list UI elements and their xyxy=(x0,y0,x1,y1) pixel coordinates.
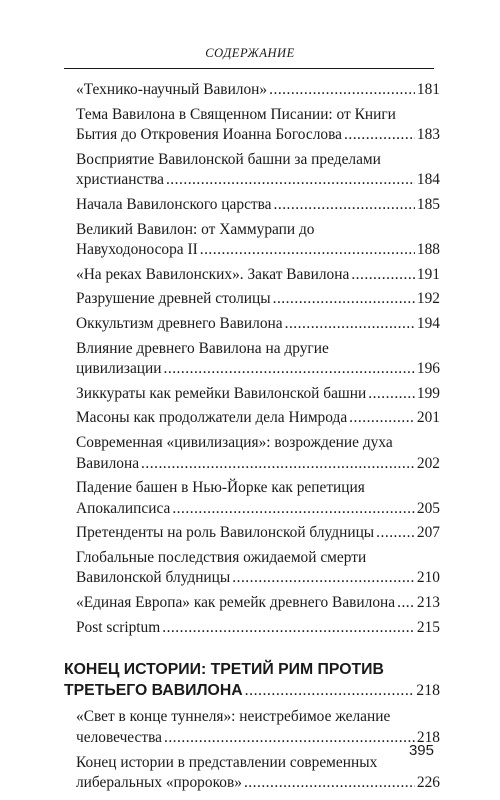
toc-entry-title-line: Навуходоносора II xyxy=(76,241,198,259)
toc-entry-page: 185 xyxy=(416,195,440,213)
toc-entry-page: 181 xyxy=(416,81,440,98)
toc-entry xyxy=(76,408,440,429)
toc-entry-page: 218 xyxy=(416,681,440,699)
toc-entry-title-line: Оккультизм древнего Вавилона xyxy=(76,314,283,332)
toc-entry xyxy=(76,384,440,405)
toc-entry-title-line: «Свет в конце туннеля»: неистребимое желание xyxy=(76,708,391,726)
dot-leader xyxy=(244,773,415,794)
running-header: СОДЕРЖАНИЕ xyxy=(205,46,295,60)
toc-entry-page: 184 xyxy=(416,171,440,189)
dot-leader xyxy=(351,265,415,286)
dot-leader xyxy=(245,681,415,702)
toc-entry-title-line: Зиккураты как ремейки Вавилонской башни xyxy=(76,384,367,402)
toc-entry-title-line: Вавилона xyxy=(76,454,140,472)
toc-entry xyxy=(76,339,440,380)
toc-entry-page: 215 xyxy=(416,618,440,636)
toc-entry-page: 226 xyxy=(416,774,440,792)
dot-leader xyxy=(162,618,415,639)
dot-leader xyxy=(285,314,415,335)
dot-leader xyxy=(164,728,415,749)
dot-leader xyxy=(397,593,415,614)
toc-entry-page: 205 xyxy=(416,499,440,517)
toc-entry-title-line: Великий Вавилон: от Хаммурапи до xyxy=(76,220,315,238)
toc-entry xyxy=(76,707,440,748)
chapter-heading xyxy=(64,660,440,701)
toc-entry xyxy=(76,265,440,286)
toc-entry xyxy=(76,150,440,191)
toc-entry-page: 218 xyxy=(416,729,440,747)
toc-entry-page: 201 xyxy=(416,409,440,427)
toc-entry-title-line: Вавилонской блудницы xyxy=(76,569,231,587)
dot-leader xyxy=(232,568,415,589)
toc-entry-page: 207 xyxy=(416,524,440,542)
dot-leader xyxy=(349,408,415,429)
toc-entry-title-line: Влияние древнего Вавилона на другие xyxy=(76,339,329,357)
toc-entry-page: 210 xyxy=(416,569,440,587)
toc-entry-title-line: Апокалипсиса xyxy=(76,499,171,517)
toc-entry-title-line: Конец истории в представлении современных xyxy=(76,753,378,771)
toc-entry-title-line: «Единая Европа» как ремейк древнего Вавилона xyxy=(76,594,396,612)
toc-entry-title-line: «На реках Вавилонских». Закат Вавилона xyxy=(76,265,350,283)
toc-entry xyxy=(76,593,440,614)
toc-entry-title-line: человечества xyxy=(76,729,162,747)
toc-entry-page: 196 xyxy=(416,360,440,378)
toc-entry xyxy=(76,80,440,101)
toc-entry xyxy=(76,523,440,544)
toc-entry-title-line: Претенденты на роль Вавилонской блудницы xyxy=(76,524,375,542)
dot-leader xyxy=(376,523,415,544)
toc-entry xyxy=(76,753,440,794)
toc-entry-title-line: Начала Вавилонского царства xyxy=(76,195,272,213)
dot-leader xyxy=(200,240,415,261)
toc-entry xyxy=(76,618,440,639)
toc-entry xyxy=(76,548,440,589)
toc-entry-title-line: Тема Вавилона в Священном Писании: от Книги xyxy=(76,105,396,123)
toc-entry-title-line: Современная «цивилизация»: возрождение духа xyxy=(76,433,393,451)
toc-entry-page: 213 xyxy=(416,594,440,612)
toc-entry xyxy=(76,478,440,519)
toc-entry-title-line: Падение башен в Нью-Йорке как репетиция xyxy=(76,479,365,497)
toc-entry-page: 199 xyxy=(416,384,440,402)
dot-leader xyxy=(274,195,415,216)
dot-leader xyxy=(344,125,415,146)
toc-entry xyxy=(76,220,440,261)
toc-entry-title-line: ТРЕТЬЕГО ВАВИЛОНА xyxy=(64,681,243,699)
toc-entry-title-line: Разрушение древней столицы xyxy=(76,290,271,308)
toc-entry xyxy=(76,433,440,474)
toc-entry xyxy=(76,289,440,310)
toc-entry-title-line: Бытия до Откровения Иоанна Богослова xyxy=(76,126,342,144)
page-number: 395 xyxy=(408,742,434,759)
toc-entry xyxy=(76,105,440,146)
toc-entry-title-line: Post scriptum xyxy=(76,618,161,636)
toc-entry-title-line: Восприятие Вавилонской башни за пределами xyxy=(76,150,381,168)
dot-leader xyxy=(141,454,415,475)
dot-leader xyxy=(273,289,415,310)
toc-entry xyxy=(76,314,440,335)
dot-leader xyxy=(368,384,415,405)
toc-entry-title-line: Глобальные последствия ожидаемой смерти xyxy=(76,548,367,566)
toc-entry-title-line: христианства xyxy=(76,171,164,189)
toc-entry-page: 188 xyxy=(416,241,440,259)
toc-entry-title-line: «Технико-научный Вавилон» xyxy=(76,81,268,98)
toc-entry xyxy=(76,195,440,216)
dot-leader xyxy=(166,170,415,191)
header-rule xyxy=(64,68,434,69)
table-of-contents xyxy=(64,80,440,798)
toc-entry-page: 194 xyxy=(416,314,440,332)
toc-entry-title-line: Масоны как продолжатели дела Нимрода xyxy=(76,409,348,427)
toc-entry-page: 191 xyxy=(416,265,440,283)
toc-entry-page: 202 xyxy=(416,454,440,472)
dot-leader xyxy=(269,80,415,101)
toc-entry-title-line: КОНЕЦ ИСТОРИИ: ТРЕТИЙ РИМ ПРОТИВ xyxy=(64,661,384,679)
dot-leader xyxy=(164,359,415,380)
toc-entry-page: 183 xyxy=(416,126,440,144)
toc-entry-title-line: либеральных «пророков» xyxy=(76,774,242,792)
dot-leader xyxy=(172,499,415,520)
toc-entry-title-line: цивилизации xyxy=(76,360,162,378)
toc-entry-page: 192 xyxy=(416,290,440,308)
